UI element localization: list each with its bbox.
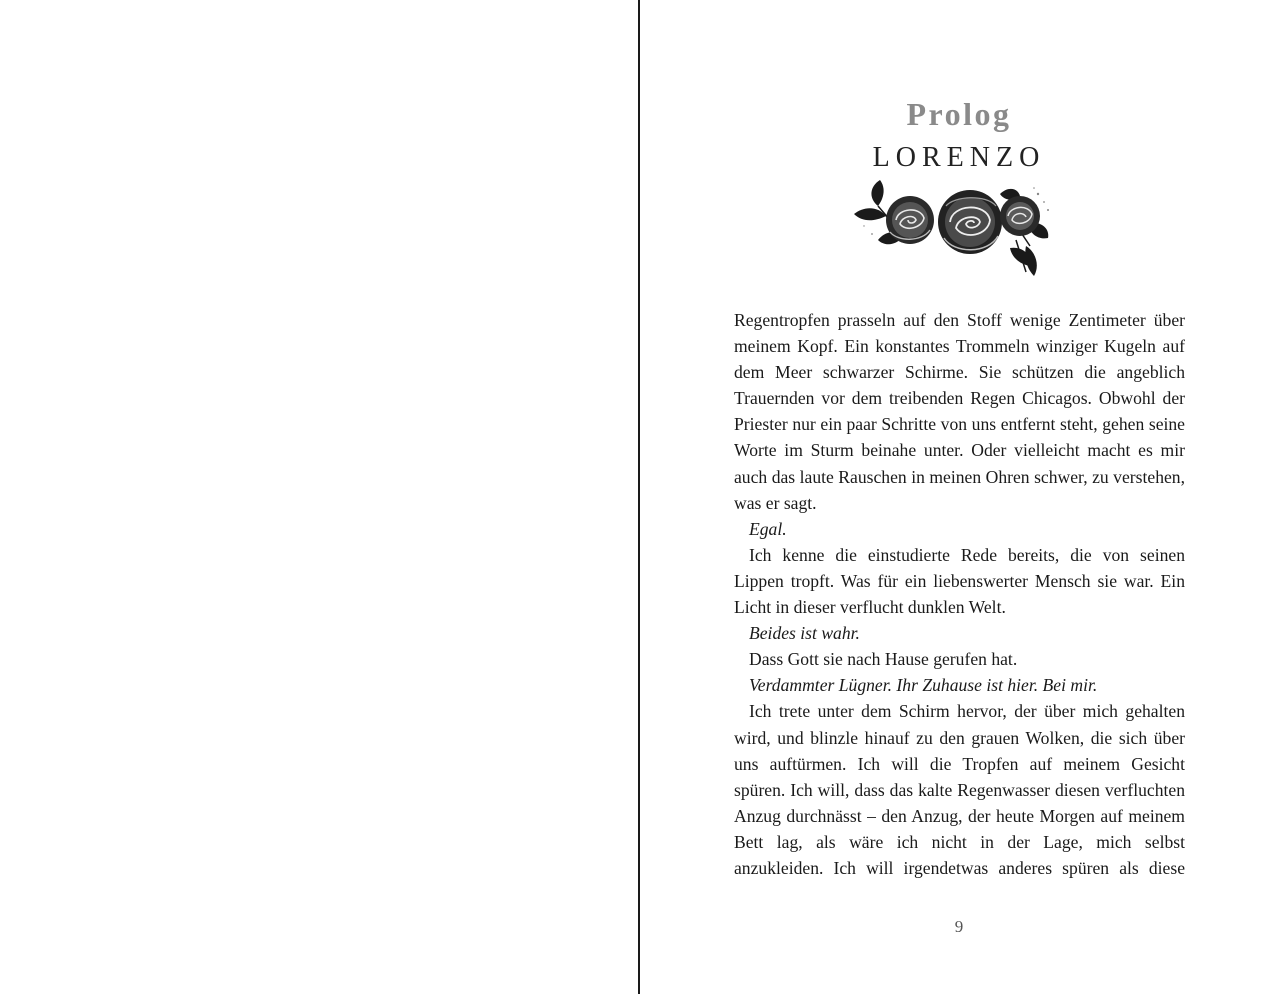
paragraph-2 — [734, 516, 1185, 542]
italic-text: Beides ist wahr. — [749, 623, 860, 644]
rose-center-icon — [938, 190, 1002, 254]
italic-text: Verdammter Lügner. Ihr Zuhause ist hier. Bei mir. — [749, 675, 1098, 696]
paragraph-4 — [734, 620, 1185, 646]
paragraph-6 — [734, 672, 1185, 698]
roses-ornament-icon — [850, 176, 1056, 282]
chapter-title: LORENZO — [872, 142, 1046, 173]
chapter-kicker: Prolog — [906, 96, 1012, 132]
paragraph-1: Regentropfen prasseln auf den Stoff wenige Zentimeter über meinem Kopf. Ein konstantes Trommeln winziger Kugeln auf dem Meer schwarzer Schirme. Sie schützen die angeblich Trauernden vor dem treibenden Regen Chicagos. Obwohl der Priester nur ein paar Schritte von uns entfernt steht, gehen seine Worte im Sturm beinahe unter. Oder vielleicht macht es mir auch das laute Rauschen in meinen Ohren schwer, zu verstehen, was er sagt. — [734, 310, 1185, 513]
paragraph-3: Ich kenne die einstudierte Rede bereits, die von seinen Lippen tropft. Was für ein liebenswerter Mensch sie war. Ein Licht in dieser verflucht dunklen Welt. — [734, 544, 1185, 618]
chapter-body-text — [734, 307, 1185, 881]
right-page — [640, 0, 1278, 994]
rose-right-icon — [1000, 196, 1040, 236]
page-number: 9 — [954, 917, 964, 936]
paragraph-5: Dass Gott sie nach Hause gerufen hat. — [749, 649, 1018, 670]
italic-text: Egal. — [749, 518, 787, 539]
leaf-icon — [871, 180, 883, 206]
rose-left-icon — [886, 196, 934, 244]
leaf-icon — [1025, 246, 1037, 276]
paragraph-7: Ich trete unter dem Schirm hervor, der über mich gehalten wird, und blinzle hinauf zu den grauen Wolken, die sich über uns auftürmen. Ich will die Tropfen auf meinem Gesicht spüren. Ich will, dass das kalte Regenwasser diesen verfluchten Anzug durchnässt – den Anzug, der heute Morgen auf meinem Bett lag, als wäre ich nicht in der Lage, mich selbst anzukleiden. Ich will irgendetwas anderes spüren als diese — [734, 701, 1185, 878]
left-page-blank — [0, 0, 638, 994]
